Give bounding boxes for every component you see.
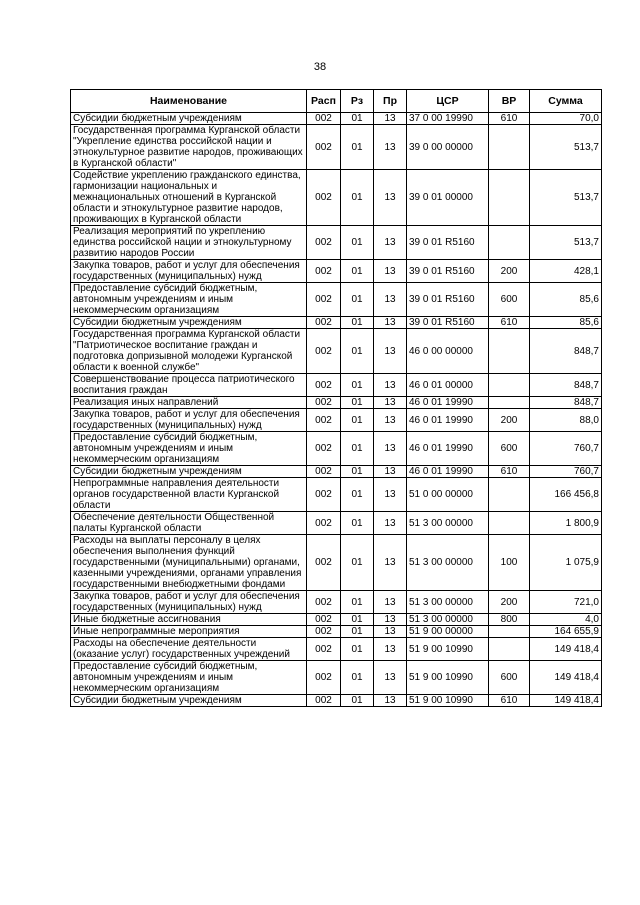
table-row — [71, 260, 602, 283]
cell-rasp: 002 — [307, 466, 341, 478]
cell-csr: 51 0 00 00000 — [407, 478, 489, 512]
cell-pr: 13 — [374, 125, 407, 170]
cell-rz: 01 — [341, 260, 374, 283]
cell-rz: 01 — [341, 226, 374, 260]
cell-name: Субсидии бюджетным учреждениям — [71, 466, 307, 478]
table-row — [71, 695, 602, 707]
cell-vr — [489, 329, 530, 374]
header-csr: ЦСР — [407, 90, 489, 113]
cell-pr: 13 — [374, 535, 407, 591]
cell-rasp: 002 — [307, 478, 341, 512]
cell-name: Субсидии бюджетным учреждениям — [71, 695, 307, 707]
cell-rasp: 002 — [307, 226, 341, 260]
cell-rz: 01 — [341, 478, 374, 512]
cell-pr: 13 — [374, 478, 407, 512]
cell-pr: 13 — [374, 170, 407, 226]
cell-csr: 39 0 01 R5160 — [407, 317, 489, 329]
cell-name: Расходы на обеспечение деятельности (оказание услуг) государственных учреждений — [71, 638, 307, 661]
cell-rz: 01 — [341, 638, 374, 661]
cell-name: Реализация иных направлений — [71, 397, 307, 409]
table-row — [71, 478, 602, 512]
cell-rz: 01 — [341, 125, 374, 170]
cell-rz: 01 — [341, 466, 374, 478]
cell-rz: 01 — [341, 661, 374, 695]
cell-rz: 01 — [341, 317, 374, 329]
cell-csr: 46 0 01 19990 — [407, 409, 489, 432]
cell-sum: 4,0 — [530, 614, 602, 626]
cell-rasp: 002 — [307, 512, 341, 535]
cell-sum: 1 075,9 — [530, 535, 602, 591]
header-row — [71, 90, 602, 113]
table-row — [71, 409, 602, 432]
cell-name: Субсидии бюджетным учреждениям — [71, 317, 307, 329]
cell-vr — [489, 170, 530, 226]
cell-name: Расходы на выплаты персоналу в целях обеспечения выполнения функций государственными (муниципальными) органами, казенными учреждениями, органами управления государственными внебюджетными фондами — [71, 535, 307, 591]
cell-vr — [489, 638, 530, 661]
cell-vr: 610 — [489, 466, 530, 478]
cell-name: Обеспечение деятельности Общественной палаты Курганской области — [71, 512, 307, 535]
cell-vr: 800 — [489, 614, 530, 626]
cell-sum: 513,7 — [530, 125, 602, 170]
cell-rasp: 002 — [307, 614, 341, 626]
cell-name: Закупка товаров, работ и услуг для обеспечения государственных (муниципальных) нужд — [71, 260, 307, 283]
cell-rz: 01 — [341, 432, 374, 466]
cell-sum: 149 418,4 — [530, 661, 602, 695]
cell-rz: 01 — [341, 591, 374, 614]
cell-rz: 01 — [341, 170, 374, 226]
cell-pr: 13 — [374, 397, 407, 409]
cell-rz: 01 — [341, 113, 374, 125]
cell-rasp: 002 — [307, 409, 341, 432]
cell-csr: 39 0 01 00000 — [407, 170, 489, 226]
cell-csr: 51 3 00 00000 — [407, 591, 489, 614]
cell-pr: 13 — [374, 591, 407, 614]
table-row — [71, 432, 602, 466]
cell-csr: 46 0 01 19990 — [407, 466, 489, 478]
cell-vr — [489, 397, 530, 409]
cell-rasp: 002 — [307, 374, 341, 397]
cell-rz: 01 — [341, 329, 374, 374]
cell-rz: 01 — [341, 397, 374, 409]
cell-rz: 01 — [341, 512, 374, 535]
cell-csr: 51 3 00 00000 — [407, 535, 489, 591]
header-pr: Пр — [374, 90, 407, 113]
cell-rasp: 002 — [307, 260, 341, 283]
cell-sum: 848,7 — [530, 397, 602, 409]
cell-csr: 51 9 00 00000 — [407, 626, 489, 638]
cell-pr: 13 — [374, 329, 407, 374]
cell-csr: 39 0 01 R5160 — [407, 260, 489, 283]
cell-rasp: 002 — [307, 329, 341, 374]
cell-pr: 13 — [374, 512, 407, 535]
cell-rasp: 002 — [307, 638, 341, 661]
cell-rz: 01 — [341, 283, 374, 317]
page-number: 38 — [313, 61, 327, 73]
cell-name: Содействие укреплению гражданского единства, гармонизации национальных и межнациональных отношений в Курганской области и этнокультурное развитие народов, проживающих в Курганской области — [71, 170, 307, 226]
cell-rasp: 002 — [307, 535, 341, 591]
cell-pr: 13 — [374, 626, 407, 638]
cell-vr: 610 — [489, 695, 530, 707]
cell-csr: 39 0 01 R5160 — [407, 226, 489, 260]
cell-sum: 149 418,4 — [530, 695, 602, 707]
cell-sum: 85,6 — [530, 283, 602, 317]
cell-sum: 760,7 — [530, 432, 602, 466]
cell-vr — [489, 125, 530, 170]
table-row — [71, 614, 602, 626]
cell-rz: 01 — [341, 626, 374, 638]
cell-name: Закупка товаров, работ и услуг для обеспечения государственных (муниципальных) нужд — [71, 591, 307, 614]
cell-sum: 848,7 — [530, 374, 602, 397]
cell-pr: 13 — [374, 638, 407, 661]
cell-sum: 760,7 — [530, 466, 602, 478]
cell-csr: 46 0 00 00000 — [407, 329, 489, 374]
cell-csr: 51 9 00 10990 — [407, 695, 489, 707]
cell-rasp: 002 — [307, 626, 341, 638]
cell-pr: 13 — [374, 283, 407, 317]
table-row — [71, 329, 602, 374]
cell-csr: 51 3 00 00000 — [407, 512, 489, 535]
cell-sum: 149 418,4 — [530, 638, 602, 661]
cell-vr: 100 — [489, 535, 530, 591]
cell-rasp: 002 — [307, 125, 341, 170]
cell-name: Государственная программа Курганской области "Патриотическое воспитание граждан и подготовка допризывной молодежи Курганской области к военной службе" — [71, 329, 307, 374]
cell-rasp: 002 — [307, 695, 341, 707]
cell-rz: 01 — [341, 535, 374, 591]
cell-sum: 721,0 — [530, 591, 602, 614]
table-row — [71, 638, 602, 661]
table-row — [71, 397, 602, 409]
cell-sum: 88,0 — [530, 409, 602, 432]
cell-name: Государственная программа Курганской области "Укрепление единства российской нации и этнокультурное развитие народов, проживающих в Курганской области" — [71, 125, 307, 170]
cell-pr: 13 — [374, 317, 407, 329]
cell-name: Предоставление субсидий бюджетным, автономным учреждениям и иным некоммерческим организациям — [71, 432, 307, 466]
table-row — [71, 661, 602, 695]
cell-pr: 13 — [374, 113, 407, 125]
cell-csr: 39 0 01 R5160 — [407, 283, 489, 317]
cell-csr: 51 9 00 10990 — [407, 638, 489, 661]
cell-rz: 01 — [341, 614, 374, 626]
cell-vr — [489, 512, 530, 535]
cell-vr — [489, 374, 530, 397]
cell-vr: 610 — [489, 113, 530, 125]
cell-csr: 51 9 00 10990 — [407, 661, 489, 695]
cell-name: Иные непрограммные мероприятия — [71, 626, 307, 638]
cell-pr: 13 — [374, 661, 407, 695]
table-row — [71, 535, 602, 591]
cell-name: Иные бюджетные ассигнования — [71, 614, 307, 626]
cell-vr — [489, 626, 530, 638]
cell-sum: 70,0 — [530, 113, 602, 125]
table-row — [71, 170, 602, 226]
cell-pr: 13 — [374, 695, 407, 707]
cell-vr: 600 — [489, 432, 530, 466]
cell-name: Совершенствование процесса патриотического воспитания граждан — [71, 374, 307, 397]
cell-pr: 13 — [374, 432, 407, 466]
cell-name: Субсидии бюджетным учреждениям — [71, 113, 307, 125]
cell-csr: 37 0 00 19990 — [407, 113, 489, 125]
cell-pr: 13 — [374, 374, 407, 397]
table-row — [71, 466, 602, 478]
cell-csr: 51 3 00 00000 — [407, 614, 489, 626]
cell-rasp: 002 — [307, 170, 341, 226]
cell-rasp: 002 — [307, 432, 341, 466]
cell-sum: 513,7 — [530, 170, 602, 226]
table-row — [71, 512, 602, 535]
cell-vr — [489, 478, 530, 512]
cell-pr: 13 — [374, 409, 407, 432]
cell-rz: 01 — [341, 695, 374, 707]
cell-rz: 01 — [341, 409, 374, 432]
table-row — [71, 626, 602, 638]
cell-rasp: 002 — [307, 113, 341, 125]
cell-sum: 848,7 — [530, 329, 602, 374]
cell-rasp: 002 — [307, 317, 341, 329]
table-row — [71, 113, 602, 125]
cell-sum: 513,7 — [530, 226, 602, 260]
cell-sum: 1 800,9 — [530, 512, 602, 535]
table-row — [71, 226, 602, 260]
cell-rasp: 002 — [307, 591, 341, 614]
cell-name: Реализация мероприятий по укреплению единства российской нации и этнокультурному развитию народов России — [71, 226, 307, 260]
cell-name: Предоставление субсидий бюджетным, автономным учреждениям и иным некоммерческим организациям — [71, 661, 307, 695]
cell-sum: 428,1 — [530, 260, 602, 283]
table-row — [71, 125, 602, 170]
header-sum: Сумма — [530, 90, 602, 113]
table-row — [71, 591, 602, 614]
table-row — [71, 317, 602, 329]
table-row — [71, 283, 602, 317]
cell-vr: 200 — [489, 409, 530, 432]
cell-pr: 13 — [374, 466, 407, 478]
cell-name: Предоставление субсидий бюджетным, автономным учреждениям и иным некоммерческим организациям — [71, 283, 307, 317]
cell-vr: 610 — [489, 317, 530, 329]
cell-csr: 39 0 00 00000 — [407, 125, 489, 170]
cell-csr: 46 0 01 19990 — [407, 397, 489, 409]
cell-name: Закупка товаров, работ и услуг для обеспечения государственных (муниципальных) нужд — [71, 409, 307, 432]
cell-csr: 46 0 01 19990 — [407, 432, 489, 466]
cell-rasp: 002 — [307, 397, 341, 409]
cell-sum: 85,6 — [530, 317, 602, 329]
cell-pr: 13 — [374, 614, 407, 626]
cell-pr: 13 — [374, 226, 407, 260]
cell-rz: 01 — [341, 374, 374, 397]
cell-rasp: 002 — [307, 283, 341, 317]
cell-vr — [489, 226, 530, 260]
cell-vr: 600 — [489, 661, 530, 695]
cell-sum: 166 456,8 — [530, 478, 602, 512]
cell-vr: 200 — [489, 260, 530, 283]
cell-csr: 46 0 01 00000 — [407, 374, 489, 397]
cell-name: Непрограммные направления деятельности органов государственной власти Курганской области — [71, 478, 307, 512]
cell-vr: 600 — [489, 283, 530, 317]
header-vr: ВР — [489, 90, 530, 113]
budget-table — [70, 89, 602, 707]
cell-vr: 200 — [489, 591, 530, 614]
cell-pr: 13 — [374, 260, 407, 283]
table-row — [71, 374, 602, 397]
cell-rasp: 002 — [307, 661, 341, 695]
header-rz: Рз — [341, 90, 374, 113]
header-rasp: Расп — [307, 90, 341, 113]
cell-sum: 164 655,9 — [530, 626, 602, 638]
header-name: Наименование — [71, 90, 307, 113]
